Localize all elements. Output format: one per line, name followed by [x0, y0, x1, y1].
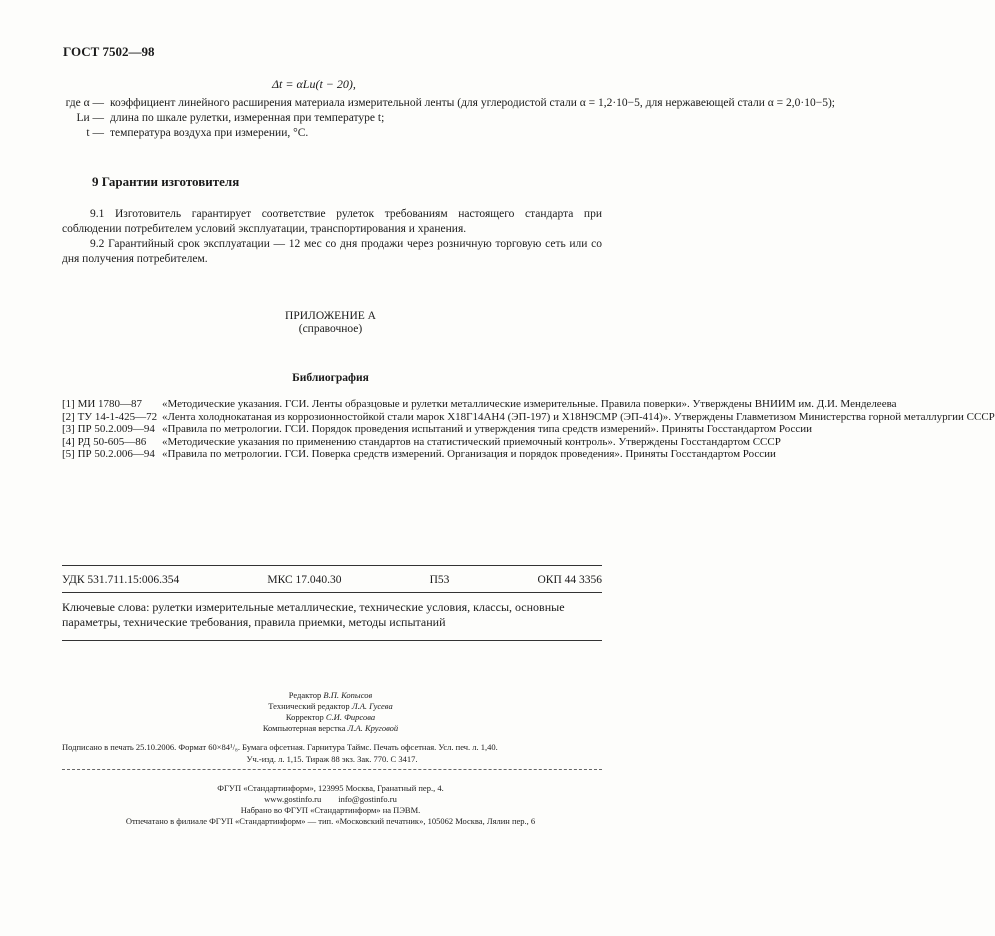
- credit-label: Корректор: [285, 712, 324, 722]
- divider: [62, 565, 602, 566]
- publisher-line: Набрано во ФГУП «Стандартинформ» на ПЭВМ.: [240, 805, 421, 815]
- mks-code: МКС 17.040.30: [267, 574, 342, 586]
- bibliography-list: [62, 398, 995, 461]
- divider: [62, 769, 602, 770]
- bibliography-ref: [3] ПР 50.2.009—94: [62, 423, 155, 435]
- print-info-line-1: Подписано в печать 25.10.2006. Формат 60×84¹/₈. Бумага офсетная. Гарнитура Таймс. Печать офсетная. Усл. печ. л. 1,40.: [62, 742, 498, 752]
- publisher-line: Отпечатано в филиале ФГУП «Стандартинформ» — тип. «Московский печатник», 105062 Москва, Лялин пер., 6: [125, 816, 536, 826]
- divider: [62, 592, 602, 593]
- section-9-paragraph-1: 9.1 Изготовитель гарантирует соответствие рулеток требованиям настоящего стандарта при соблюдении потребителем условий эксплуатации, транспортирования и хранения.: [62, 208, 602, 235]
- definition-text: коэффициент линейного расширения материала измерительной ленты (для углеродистой стали α = 1,2·10−5, для нержавеющей стали α = 2,0·10−5);: [110, 97, 835, 109]
- bibliography-text: «Методические указания по применению стандартов на статистический приемочный контроль». Утверждены Госстандартом СССР: [162, 435, 781, 448]
- definition-text: длина по шкале рулетки, измеренная при температуре t;: [110, 112, 385, 124]
- keywords: Ключевые слова: рулетки измерительные металлические, технические условия, классы, основные параметры, технические требования, правила приемки, методы испытаний: [62, 600, 565, 629]
- classification-row: [62, 574, 602, 586]
- definition-row: [62, 126, 602, 141]
- group-code: П53: [429, 574, 450, 586]
- appendix-title: ПРИЛОЖЕНИЕ А: [285, 310, 376, 322]
- bibliography-item: [62, 423, 813, 436]
- bibliography-text: «Лента холоднокатаная из коррозионностойкой стали марок Х18Г14АН4 (ЭП-197) и Х18Н9СМР (ЭП-414)». Утверждены Главметизом Министерства горной металлургии СССР: [162, 410, 995, 423]
- bibliography-item: [62, 435, 781, 449]
- definition-symbol: где α —: [65, 97, 104, 109]
- definition-text: температура воздуха при измерении, °С.: [110, 127, 309, 139]
- bibliography-item: [62, 398, 897, 411]
- credit-name: С.И. Фирсова: [325, 712, 376, 722]
- credit-name: В.П. Копысов: [323, 690, 373, 700]
- definition-row: [62, 96, 835, 111]
- print-info-line-2: Уч.-изд. л. 1,15. Тираж 88 экз. Зак. 770. С 3417.: [246, 754, 418, 764]
- okp-code: ОКП 44 3356: [537, 574, 602, 586]
- bibliography-ref: [2] ТУ 14-1-425—72: [62, 410, 158, 423]
- formula-definitions: [62, 96, 835, 141]
- publisher-line: www.gostinfo.ru info@gostinfo.ru: [264, 794, 397, 804]
- section-9-paragraph-2: 9.2 Гарантийный срок эксплуатации — 12 мес со дня продажи через розничную торговую сеть или со дня получения потребителем.: [62, 238, 602, 265]
- publisher-block: [0, 783, 661, 827]
- udc-code: УДК 531.711.15:006.354: [62, 574, 180, 586]
- credits-block: [0, 690, 661, 734]
- bibliography-text: «Правила по метрологии. ГСИ. Порядок проведения испытаний и утверждения типа средств измерений». Приняты Госстандартом России: [162, 423, 813, 435]
- credit-name: Л.А. Гусева: [351, 701, 393, 711]
- credit-name: Л.А. Круговой: [347, 723, 399, 733]
- definition-symbol: Lи —: [76, 112, 104, 124]
- standard-header: ГОСТ 7502—98: [63, 44, 155, 59]
- bibliography-title: Библиография: [292, 372, 369, 384]
- bibliography-item: [62, 448, 776, 461]
- bibliography-item: [62, 410, 995, 424]
- bibliography-text: «Правила по метрологии. ГСИ. Поверка средств измерений. Организация и порядок проведения». Приняты Госстандартом России: [162, 448, 776, 460]
- bibliography-text: «Методические указания. ГСИ. Ленты образцовые и рулетки металлические измерительные. Правила поверки». Утверждены ВНИИМ им. Д.И. Менделеева: [162, 398, 897, 410]
- definition-row: [62, 111, 602, 126]
- publisher-line: ФГУП «Стандартинформ», 123995 Москва, Гранатный пер., 4.: [217, 783, 444, 793]
- section-9-title: 9 Гарантии изготовителя: [92, 174, 240, 189]
- appendix-subtitle: (справочное): [298, 323, 363, 335]
- credit-label: Технический редактор: [268, 701, 350, 711]
- credit-label: Компьютерная верстка: [262, 723, 346, 733]
- temperature-correction-formula: Δt = αLи(t − 20),: [272, 77, 356, 91]
- bibliography-ref: [5] ПР 50.2.006—94: [62, 448, 155, 460]
- definition-symbol: t —: [86, 127, 104, 139]
- divider: [62, 640, 602, 641]
- bibliography-ref: [4] РД 50-605—86: [62, 435, 147, 448]
- credit-label: Редактор: [288, 690, 322, 700]
- bibliography-ref: [1] МИ 1780—87: [62, 398, 143, 410]
